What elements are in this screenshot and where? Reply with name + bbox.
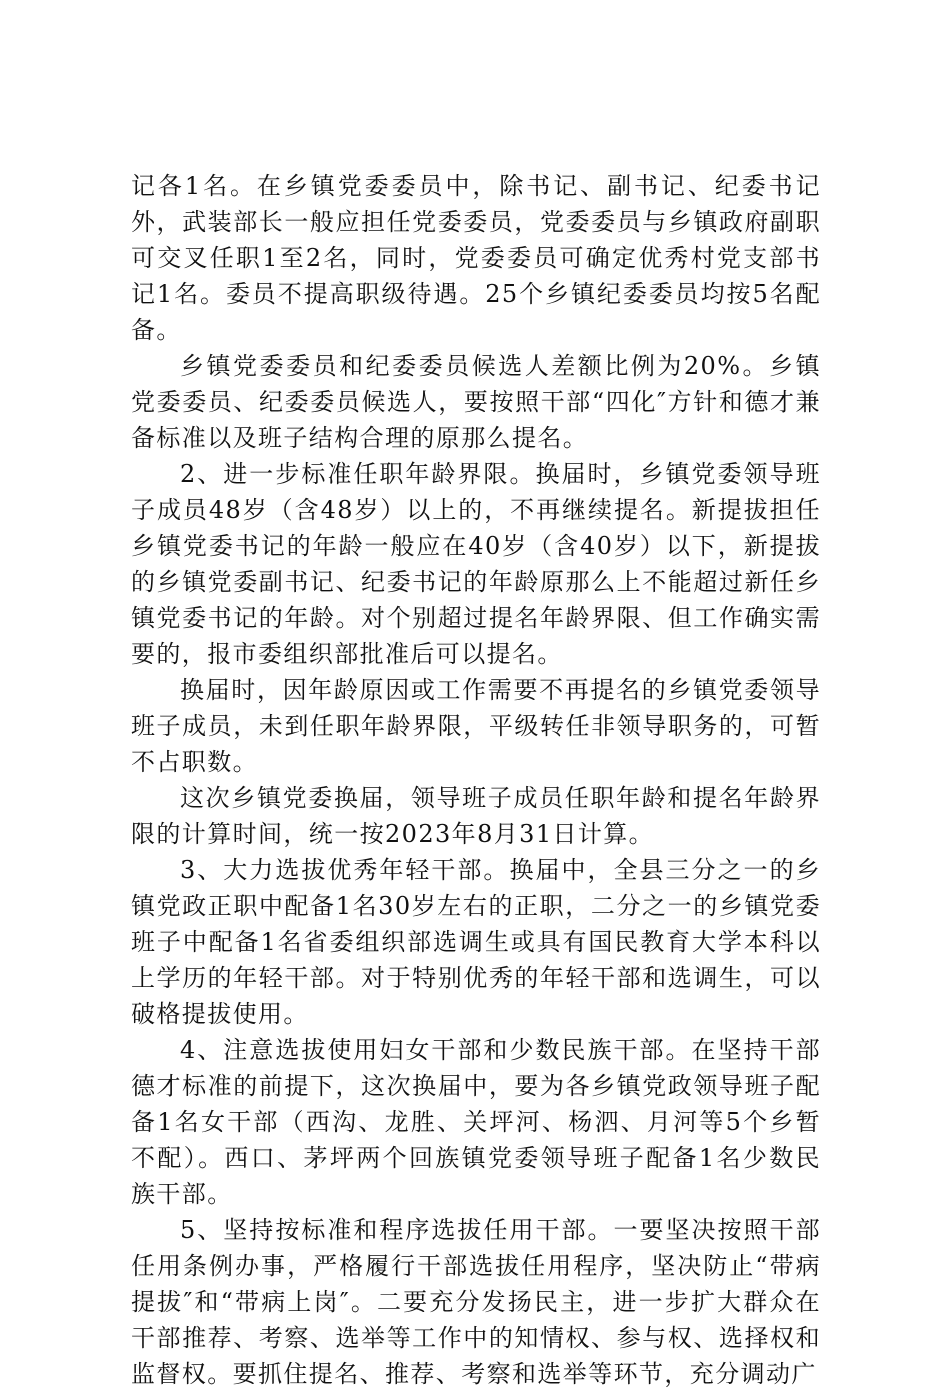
paragraph-6: 3、大力选拔优秀年轻干部。换届中，全县三分之一的乡镇党政正职中配备1名30岁左右的正职，二分之一的乡镇党委班子中配备1名省委组织部选调生或具有国民教育大学本科以上学历的年轻干部。对于特别优秀的年轻干部和选调生，可以破格提拔使用。 xyxy=(131,856,821,1028)
paragraph-7: 4、注意选拔使用妇女干部和少数民族干部。在坚持干部德才标准的前提下，这次换届中，要为各乡镇党政领导班子配备1名女干部（西沟、龙胜、关坪河、杨泗、月河等5个乡暂不配）。西口、茅坪两个回族镇党委领导班子配备1名少数民族干部。 xyxy=(131,1036,821,1208)
document-body xyxy=(131,168,821,1392)
paragraph-8: 5、坚持按标准和程序选拔任用干部。一要坚决按照干部任用条例办事，严格履行干部选拔任用程序，坚决防止“带病提拔″和“带病上岗″。二要充分发扬民主，进一步扩大群众在干部推荐、考察、选举等工作中的知情权、参与权、选择权和监督权。要抓住提名、推荐、考察和选举等环节，充分调动广 xyxy=(131,1216,821,1388)
paragraph-3: 2、进一步标准任职年龄界限。换届时，乡镇党委领导班子成员48岁（含48岁）以上的，不再继续提名。新提拔担任乡镇党委书记的年龄一般应在40岁（含40岁）以下，新提拔的乡镇党委副书记、纪委书记的年龄原那么上不能超过新任乡镇党委书记的年龄。对个别超过提名年龄界限、但工作确实需要的，报市委组织部批准后可以提名。 xyxy=(131,460,821,668)
paragraph-1: 记各1名。在乡镇党委委员中，除书记、副书记、纪委书记外，武装部长一般应担任党委委员，党委委员与乡镇政府副职可交叉任职1至2名，同时，党委委员可确定优秀村党支部书记1名。委员不提高职级待遇。25个乡镇纪委委员均按5名配备。 xyxy=(131,172,821,344)
paragraph-2: 乡镇党委委员和纪委委员候选人差额比例为20%。乡镇党委委员、纪委委员候选人，要按照干部“四化″方针和德才兼备标准以及班子结构合理的原那么提名。 xyxy=(131,352,821,452)
paragraph-4: 换届时，因年龄原因或工作需要不再提名的乡镇党委领导班子成员，未到任职年龄界限，平级转任非领导职务的，可暂不占职数。 xyxy=(131,676,821,776)
paragraph-5: 这次乡镇党委换届，领导班子成员任职年龄和提名年龄界限的计算时间，统一按2023年8月31日计算。 xyxy=(131,784,821,848)
